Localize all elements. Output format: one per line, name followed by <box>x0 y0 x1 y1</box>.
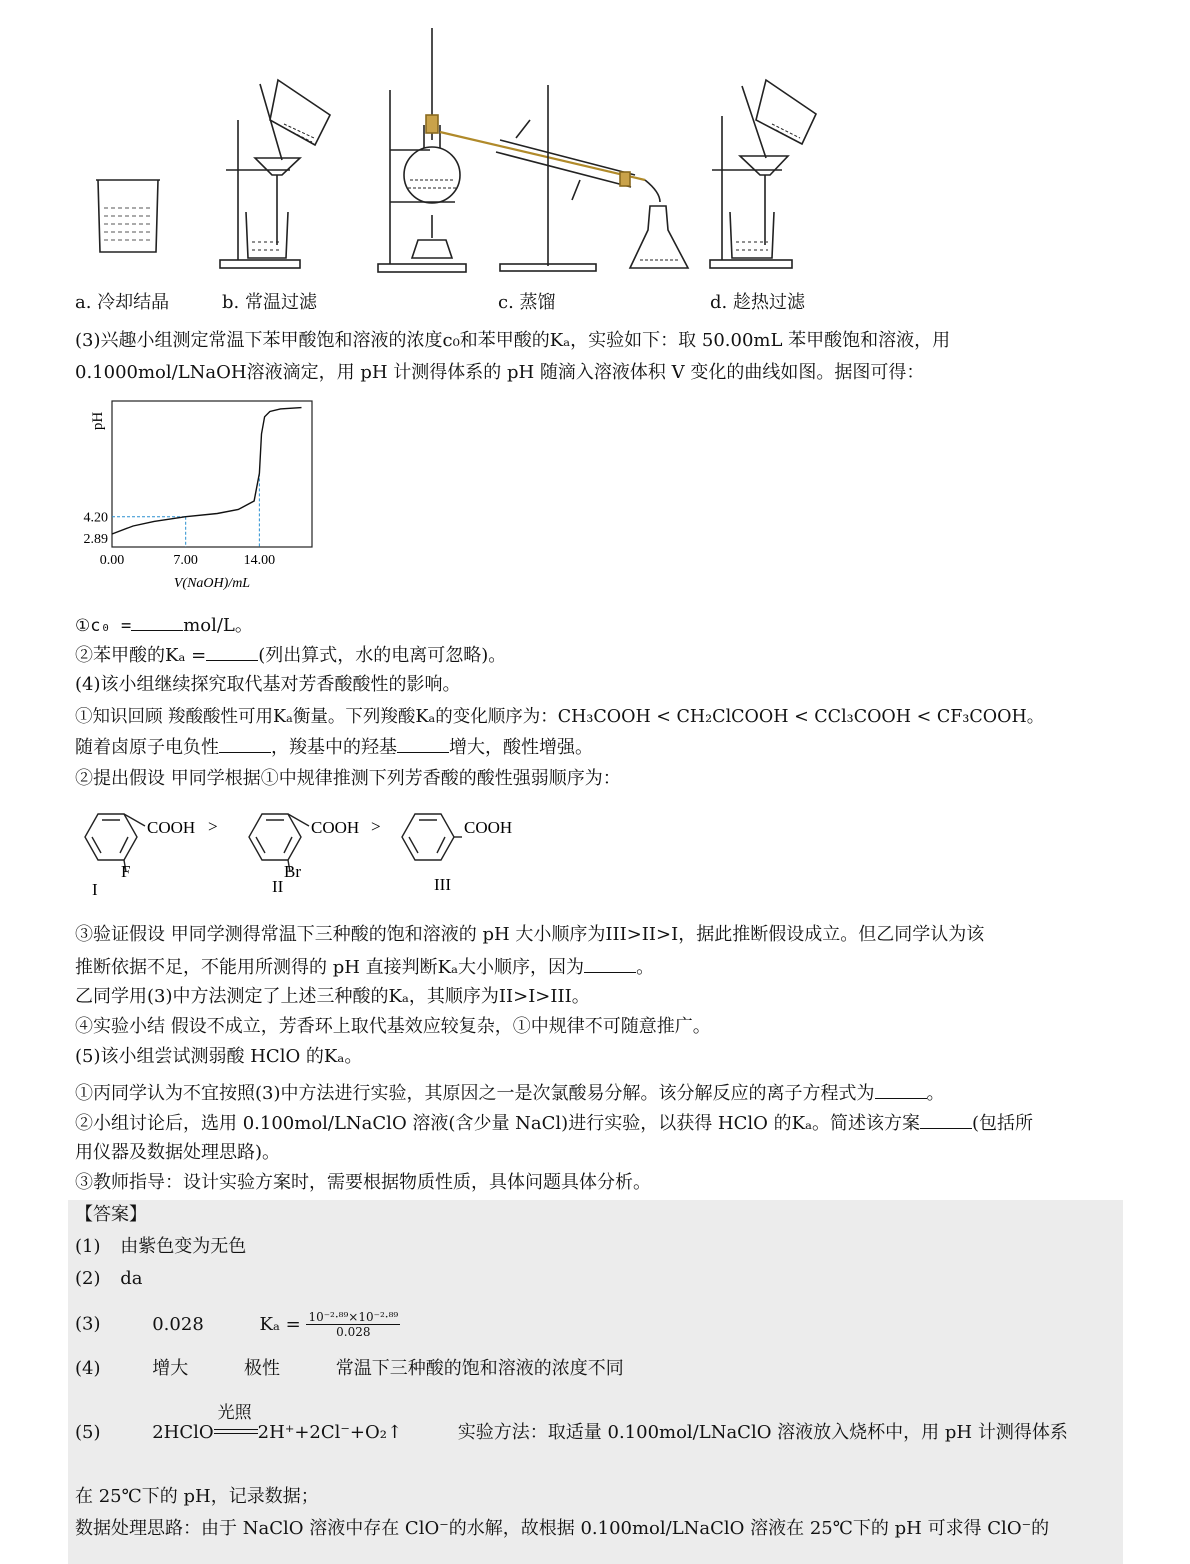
q4-intro: (4)该小组继续探究取代基对芳香酸酸性的影响。 <box>75 674 461 695</box>
q3-sub1-post: mol/L。 <box>183 615 253 636</box>
q4-l5 <box>75 954 654 981</box>
chart-frame <box>112 401 312 547</box>
q5-l2a: ②小组讨论后，选用 0.100mol/LNaClO 溶液(含少量 NaCl)进行实验，以获得 HClO 的Kₐ。简述该方案 <box>75 1113 921 1134</box>
q5-l2 <box>75 1110 1033 1137</box>
answer-3 <box>75 1310 400 1339</box>
caption-d: d. 趁热过滤 <box>710 292 805 313</box>
answer-5-method: 实验方法：取适量 0.100mol/LNaClO 溶液放入烧杯中，用 pH 计测得体系 <box>457 1422 1068 1443</box>
q5-l1a: ①丙同学认为不宜按照(3)中方法进行实验，其原因之一是次氯酸易分解。该分解反应的离子方程式为 <box>75 1083 875 1104</box>
q5-l1 <box>75 1080 945 1107</box>
cooh-label-1: COOH <box>147 818 196 837</box>
q4-l2b: ，羧基中的羟基 <box>271 737 397 758</box>
chart-xlabel: V(NaOH)/mL <box>173 576 251 591</box>
answer-2-num: (2) <box>75 1268 101 1289</box>
answer-5-line3: 数据处理思路：由于 NaClO 溶液中存在 ClO⁻的水解，故根据 0.100mol/LNaClO 溶液在 25℃下的 pH 可求得 ClO⁻的 <box>75 1518 1050 1539</box>
answer-3-value: 0.028 <box>152 1313 204 1335</box>
cooh-label-3: COOH <box>464 818 513 837</box>
blank-c0[interactable] <box>131 612 183 631</box>
answer-1-num: (1) <box>75 1236 101 1257</box>
compound-label-1: I <box>92 880 98 899</box>
beaker-a <box>96 180 160 252</box>
q4-l1: ①知识回顾 羧酸酸性可用Kₐ衡量。下列羧酸Kₐ的变化顺序为：CH₃COOH < CH₂ClCOOH < CCl₃COOH < CF₃COOH。 <box>75 707 1045 727</box>
answer-2 <box>75 1266 143 1292</box>
double-line-icon <box>214 1429 258 1434</box>
answer-2-text: da <box>120 1268 143 1289</box>
answer-1 <box>75 1234 246 1260</box>
q4-l3: ②提出假设 甲同学根据①中规律推测下列芳香酸的酸性强弱顺序为： <box>75 768 621 789</box>
answer-4-part3: 常温下三种酸的饱和溶液的浓度不同 <box>335 1358 624 1379</box>
q4-l2 <box>75 734 593 761</box>
benzene-ring-1 <box>85 814 145 872</box>
blank-reason[interactable] <box>584 954 636 973</box>
bromo-label: Br <box>284 862 301 881</box>
q4-l2a: 随着卤原子电负性 <box>75 737 219 758</box>
q5-intro: (5)该小组尝试测弱酸 HClO 的Kₐ。 <box>75 1046 363 1067</box>
answer-3-ka: Kₐ = <box>259 1313 301 1335</box>
blank-hydroxyl[interactable] <box>397 734 449 753</box>
answer-4-part1: 增大 <box>152 1358 189 1379</box>
benzene-ring-3 <box>402 814 462 860</box>
answer-3-fraction <box>306 1310 400 1339</box>
answer-5-num: (5) <box>75 1422 101 1443</box>
answer-5-condition: 光照 <box>217 1403 252 1423</box>
answer-5-left: 2HClO <box>152 1422 214 1443</box>
q4-l5b: 。 <box>636 957 655 978</box>
q3-sub2-pre: ②苯甲酸的Kₐ = <box>75 645 207 666</box>
cooh-label-2: COOH <box>311 818 360 837</box>
fraction-denominator: 0.028 <box>336 1325 371 1339</box>
aromatic-acids-figure <box>70 800 540 905</box>
answer-1-text: 由紫色变为无色 <box>120 1236 247 1257</box>
greater-than-2: > <box>371 817 381 836</box>
caption-c: c. 蒸馏 <box>498 292 556 313</box>
blank-scheme[interactable] <box>920 1110 972 1129</box>
greater-than-1: > <box>208 817 218 836</box>
q4-l2c: 增大，酸性增强。 <box>449 737 593 758</box>
answer-4-num: (4) <box>75 1358 101 1379</box>
q3-line1: (3)兴趣小组测定常温下苯甲酸饱和溶液的浓度c₀和苯甲酸的Kₐ，实验如下：取 50.00mL 苯甲酸饱和溶液，用 <box>75 330 951 351</box>
q5-l4: ③教师指导：设计实验方案时，需要根据物质性质，具体问题具体分析。 <box>75 1172 651 1193</box>
answer-5-arrow <box>214 1403 258 1440</box>
q3-line2: 0.1000mol/LNaOH溶液滴定，用 pH 计测得体系的 pH 随滴入溶液体积 V 变化的曲线如图。据图可得： <box>75 362 925 383</box>
q3-sub2 <box>75 642 506 669</box>
compound-label-2: II <box>272 877 284 896</box>
y-tick-label: 2.89 <box>83 531 108 547</box>
answer-5-line2: 在 25℃下的 pH，记录数据； <box>75 1486 319 1507</box>
filtration-d <box>710 80 816 268</box>
apparatus-figure <box>60 20 840 280</box>
q3-sub2-post: (列出算式，水的电离可忽略)。 <box>258 645 507 666</box>
q5-l2b: (包括所 <box>972 1113 1034 1134</box>
compound-label-3: III <box>434 875 451 894</box>
titration-chart <box>70 395 330 595</box>
q5-l3: 用仪器及数据处理思路)。 <box>75 1142 281 1163</box>
ph-curve <box>112 408 302 534</box>
x-tick-label: 14.00 <box>243 553 276 568</box>
answer-4-part2: 极性 <box>243 1358 280 1379</box>
q4-l6: 乙同学用(3)中方法测定了上述三种酸的Kₐ，其顺序为II>I>III。 <box>75 986 590 1007</box>
q5-l1b: 。 <box>926 1083 945 1104</box>
blank-equation[interactable] <box>875 1080 927 1099</box>
q3-sub1 <box>75 612 253 639</box>
blank-ka[interactable] <box>206 642 258 661</box>
q4-l4: ③验证假设 甲同学测得常温下三种酸的饱和溶液的 pH 大小顺序为III>II>I，据此推断假设成立。但乙同学认为该 <box>75 924 985 945</box>
caption-b: b. 常温过滤 <box>222 292 317 313</box>
caption-a: a. 冷却结晶 <box>75 292 170 313</box>
blank-electronegativity[interactable] <box>219 734 271 753</box>
fraction-numerator: 10⁻²·⁸⁹×10⁻²·⁸⁹ <box>308 1310 399 1324</box>
q4-l5a: 推断依据不足，不能用所测得的 pH 直接判断Kₐ大小顺序，因为 <box>75 957 585 978</box>
q3-sub1-pre: ①c₀ = <box>75 616 132 636</box>
y-tick-label: 4.20 <box>83 510 108 526</box>
answer-5 <box>75 1403 1068 1446</box>
distillation-c <box>378 28 688 272</box>
answer-4 <box>75 1356 624 1382</box>
x-tick-label: 0.00 <box>99 553 125 568</box>
answer-5-right: 2H⁺+2Cl⁻+O₂↑ <box>257 1422 403 1443</box>
answer-title: 【答案】 <box>75 1204 147 1225</box>
filtration-b <box>220 80 330 268</box>
x-tick-label: 7.00 <box>173 553 198 568</box>
fluoro-label: F <box>121 862 131 881</box>
chart-ylabel: pH <box>90 411 106 431</box>
q4-l7: ④实验小结 假设不成立，芳香环上取代基效应较复杂，①中规律不可随意推广。 <box>75 1016 711 1037</box>
answer-3-num: (3) <box>75 1313 101 1335</box>
